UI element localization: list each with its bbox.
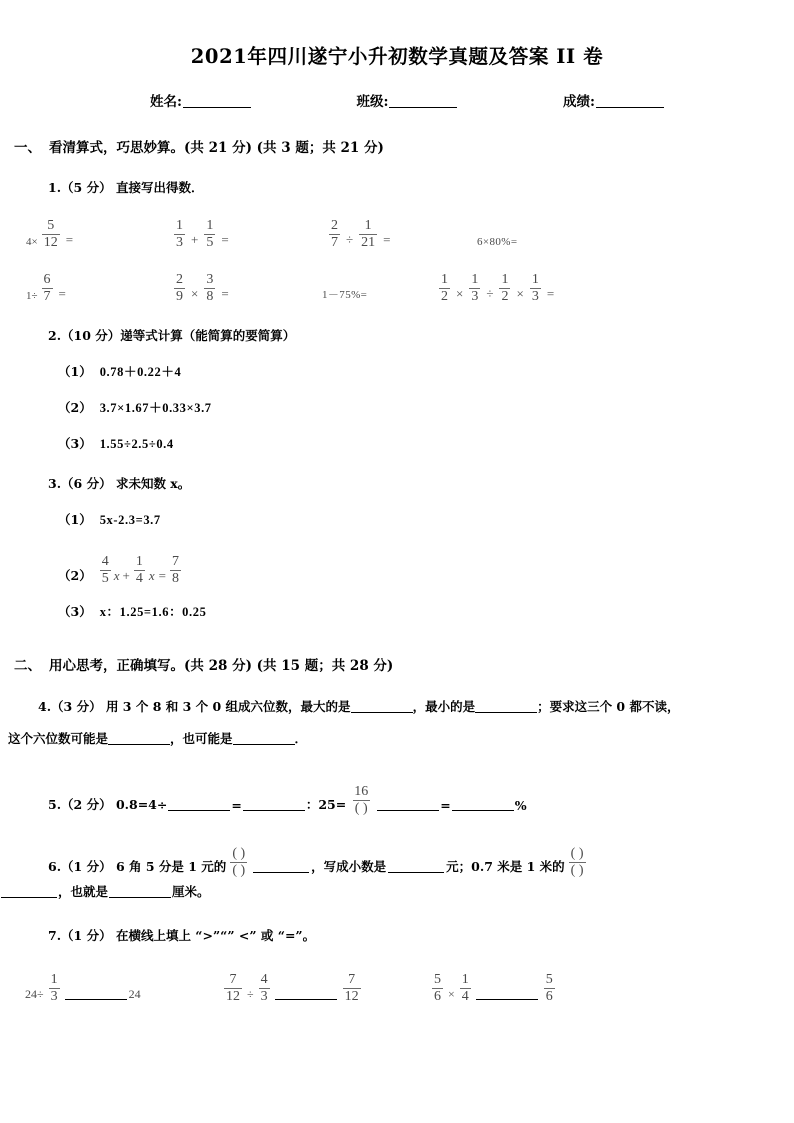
fraction-numerator: 4 — [101, 554, 109, 570]
fraction-numerator: 1 — [471, 272, 479, 288]
expression: x：1.25=1.6：0.25 — [99, 605, 207, 620]
question-5-ratio: ：25= — [305, 797, 347, 813]
fraction-denominator: 3 — [176, 235, 183, 251]
answer-blank[interactable] — [108, 732, 170, 745]
student-name-field — [150, 90, 251, 110]
student-class-label: 班级: — [356, 94, 389, 111]
fraction-denominator: ( ) — [570, 863, 584, 879]
fraction — [352, 785, 370, 816]
fraction-numerator: 1 — [50, 972, 58, 988]
answer-blank[interactable] — [475, 700, 537, 713]
answer-blank[interactable] — [351, 700, 413, 713]
fraction-denominator: 3 — [260, 989, 268, 1005]
question-1 — [0, 178, 794, 196]
equals-sign: = — [58, 286, 66, 302]
answer-blank[interactable] — [1, 885, 57, 898]
answer-blank[interactable] — [476, 987, 538, 1000]
fraction-numerator: 7 — [171, 554, 179, 570]
question-1-row-1 — [0, 206, 794, 250]
fraction-denominator: 12 — [344, 989, 359, 1005]
question-5 — [0, 770, 794, 816]
answer-blank[interactable] — [388, 860, 444, 873]
calc-item — [172, 273, 322, 304]
section-1-number: 一、 — [14, 140, 41, 157]
answer-blank[interactable] — [452, 798, 514, 811]
question-6-text-e: 厘米。 — [172, 884, 210, 900]
answer-blank[interactable] — [233, 732, 295, 745]
operator: ÷ — [346, 232, 354, 248]
fraction — [204, 273, 215, 304]
question-1-row-2 — [0, 260, 794, 304]
student-name-label: 姓名: — [150, 94, 182, 111]
fraction-numerator: 1 — [364, 218, 372, 234]
variable: x — [148, 568, 155, 584]
question-3-tail — [0, 602, 794, 620]
item-label: （2） — [58, 400, 92, 416]
operator: × — [191, 286, 199, 302]
fraction-denominator: 4 — [135, 571, 143, 587]
fraction-numerator: 7 — [229, 972, 237, 988]
equals-sign: = — [65, 232, 74, 248]
section-heading-2 — [0, 654, 794, 674]
question-4-line-2 — [0, 724, 794, 754]
fraction — [259, 973, 270, 1004]
calc-item — [437, 273, 558, 304]
section-heading-1 — [0, 136, 794, 156]
fraction-numerator: 7 — [348, 972, 356, 988]
fraction-numerator: 1 — [531, 272, 539, 288]
item-label: （1） — [58, 512, 92, 528]
student-class-field — [357, 90, 458, 110]
expression: 3.7×1.67＋0.33×3.7 — [99, 401, 212, 416]
fraction-numerator: 1 — [501, 272, 509, 288]
fraction — [224, 973, 242, 1004]
equals-sign: = — [221, 232, 229, 248]
question-3-item-2 — [0, 542, 794, 586]
question-4-text-f: ． — [294, 731, 308, 747]
fraction-denominator: ( ) — [354, 801, 368, 817]
fraction-numerator: 1 — [135, 554, 143, 570]
expression: 5x-2.3=3.7 — [99, 513, 161, 528]
fraction-denominator: 3 — [531, 289, 539, 305]
section-2-title: 用心思考，正确填写。(共 28 分) (共 15 题；共 28 分) — [49, 658, 394, 675]
compare-item — [22, 973, 222, 1004]
student-score-blank[interactable] — [596, 94, 664, 108]
question-2-item-3 — [48, 434, 794, 452]
question-5-prefix: 5.（2 分） 0.8=4÷ — [48, 797, 168, 813]
question-3-head: 3.（6 分） 求未知数 x。 — [48, 476, 191, 492]
section-2-number: 二、 — [14, 658, 41, 675]
fraction-numerator: 1 — [461, 972, 469, 988]
fraction-numerator: 2 — [331, 218, 338, 234]
question-2-head: 2.（10 分）递等式计算（能简算的要简算） — [48, 328, 296, 344]
question-3-item-3 — [48, 602, 794, 620]
fraction-denominator: 12 — [226, 989, 240, 1005]
answer-blank[interactable] — [243, 798, 305, 811]
fraction-denominator: 5 — [101, 571, 109, 587]
fraction — [42, 219, 60, 250]
fraction — [204, 219, 215, 250]
fraction-placeholder — [230, 847, 247, 878]
fraction-numerator: 3 — [206, 272, 214, 288]
calc-item — [22, 219, 172, 250]
item-label: （2） — [58, 568, 92, 584]
fraction-denominator: 6 — [434, 989, 441, 1005]
question-6-text-b: ，写成小数是 — [311, 859, 387, 875]
question-2-item-2 — [48, 398, 794, 416]
question-5-equals-1: = — [231, 798, 242, 814]
identity-row — [0, 90, 794, 110]
question-4-text-b: ，最小的是 — [412, 699, 476, 715]
operator: + — [191, 232, 199, 248]
fraction — [499, 273, 510, 304]
question-3-item-1 — [48, 510, 794, 528]
student-class-blank[interactable] — [389, 94, 457, 108]
fraction-numerator: 5 — [47, 218, 55, 234]
fraction-denominator: 3 — [471, 289, 479, 305]
question-4-text-d: 这个六位数可能是 — [8, 731, 109, 747]
fraction — [100, 555, 111, 586]
item-label: （3） — [58, 436, 92, 452]
compare-right-operand: 24 — [128, 987, 141, 1002]
fraction — [469, 273, 480, 304]
question-5-percent: % — [514, 798, 527, 814]
fraction-denominator: 7 — [43, 289, 51, 305]
question-6-text-d: ，也就是 — [58, 884, 109, 900]
operator: × — [456, 286, 464, 302]
fraction-denominator: 3 — [50, 989, 58, 1005]
equals-sign: = — [546, 286, 555, 302]
operator: ÷ — [486, 286, 494, 302]
fraction — [42, 273, 53, 304]
question-6-line-2 — [0, 882, 794, 900]
question-3 — [0, 474, 794, 528]
expression: 6×80%= — [477, 236, 518, 249]
calc-item — [22, 273, 172, 304]
question-4-line-1 — [38, 692, 794, 722]
expression: 0.78＋0.22＋4 — [99, 365, 182, 380]
page-title: 2021年四川遂宁小升初数学真题及答案 II 卷 — [190, 45, 604, 68]
fraction-numerator: 1 — [441, 272, 448, 288]
fraction-numerator: 16 — [354, 784, 369, 800]
question-6-prefix: 6.（1 分） 6 角 5 分是 1 元的 — [48, 859, 227, 875]
fraction-denominator: ( ) — [232, 863, 246, 879]
fraction-denominator: 12 — [43, 235, 58, 251]
answer-blank[interactable] — [253, 860, 309, 873]
fraction — [174, 219, 185, 250]
compare-item — [222, 973, 430, 1004]
fraction-denominator: 4 — [461, 989, 469, 1005]
fraction — [174, 273, 185, 304]
operand-lead: 1÷ — [26, 290, 38, 303]
student-score-field — [563, 90, 664, 110]
answer-blank[interactable] — [168, 798, 230, 811]
fraction-denominator: 7 — [331, 235, 338, 251]
fraction-denominator: 2 — [441, 289, 448, 305]
question-4-text-a: 4.（3 分） 用 3 个 8 和 3 个 0 组成六位数，最大的是 — [38, 699, 351, 715]
calc-item — [322, 286, 437, 304]
equals-sign: = — [221, 286, 229, 302]
question-2-item-1 — [48, 362, 794, 380]
answer-blank[interactable] — [377, 798, 439, 811]
expression: 1.55÷2.5÷0.4 — [99, 437, 174, 452]
answer-blank[interactable] — [275, 987, 337, 1000]
fraction-placeholder — [569, 847, 586, 878]
fraction — [329, 219, 340, 250]
operator: + — [122, 568, 130, 584]
calc-item — [327, 219, 477, 250]
fraction-denominator: 2 — [501, 289, 509, 305]
operand-lead: 24÷ — [25, 987, 44, 1002]
item-label: （1） — [58, 364, 92, 380]
operator: ÷ — [247, 987, 254, 1002]
fraction — [343, 973, 361, 1004]
item-label: （3） — [58, 604, 92, 620]
fraction-numerator: 5 — [545, 972, 553, 988]
fraction-denominator: 8 — [206, 289, 214, 305]
fraction — [439, 273, 450, 304]
question-5-equals-2: = — [440, 798, 451, 814]
fraction — [530, 273, 541, 304]
fraction — [359, 219, 377, 250]
fraction-denominator: 8 — [171, 571, 179, 587]
variable: x — [113, 568, 120, 584]
fraction-numerator: 1 — [176, 218, 183, 234]
fraction-numerator: ( ) — [570, 846, 584, 862]
student-score-label: 成绩: — [563, 94, 595, 111]
answer-blank[interactable] — [65, 987, 127, 1000]
expression: 1－75%= — [322, 289, 368, 302]
operand-lead: 4× — [26, 236, 38, 249]
fraction — [170, 555, 181, 586]
question-4-text-c: ；要求这三个 0 都不读， — [537, 699, 680, 715]
fraction — [432, 973, 443, 1004]
question-4 — [0, 692, 794, 722]
question-2 — [0, 326, 794, 452]
calc-item — [477, 236, 517, 250]
answer-blank[interactable] — [109, 885, 171, 898]
equals-sign: = — [158, 568, 166, 584]
question-1-head: 1.（5 分） 直接写出得数． — [48, 180, 204, 196]
fraction-numerator: 5 — [434, 972, 441, 988]
fraction-denominator: 5 — [206, 235, 214, 251]
question-7 — [0, 926, 794, 944]
question-7-head: 7.（1 分） 在横线上填上 “>”“” <” 或 “=”。 — [48, 928, 316, 944]
operator: × — [516, 286, 524, 302]
fraction — [460, 973, 471, 1004]
equals-sign: = — [383, 232, 391, 248]
fraction-denominator: 6 — [545, 989, 553, 1005]
fraction-denominator: 9 — [176, 289, 183, 305]
fraction — [49, 973, 60, 1004]
fraction-numerator: ( ) — [232, 846, 246, 862]
fraction-numerator: 1 — [206, 218, 214, 234]
fraction — [134, 555, 145, 586]
calc-item — [172, 219, 327, 250]
section-1-title: 看清算式，巧思妙算。(共 21 分) (共 3 题；共 21 分) — [49, 140, 384, 157]
question-4-text-e: ，也可能是 — [170, 731, 233, 747]
question-7-compare-row — [0, 958, 794, 1004]
fraction-denominator: 21 — [361, 235, 376, 251]
question-6-text-c: 元；0.7 米是 1 米的 — [446, 859, 565, 875]
student-name-blank[interactable] — [183, 94, 251, 108]
compare-item — [430, 973, 557, 1004]
operator: × — [448, 987, 455, 1002]
fraction — [544, 973, 555, 1004]
fraction-numerator: 2 — [176, 272, 183, 288]
fraction-numerator: 6 — [43, 272, 51, 288]
question-6 — [0, 830, 794, 878]
fraction-numerator: 4 — [260, 972, 268, 988]
